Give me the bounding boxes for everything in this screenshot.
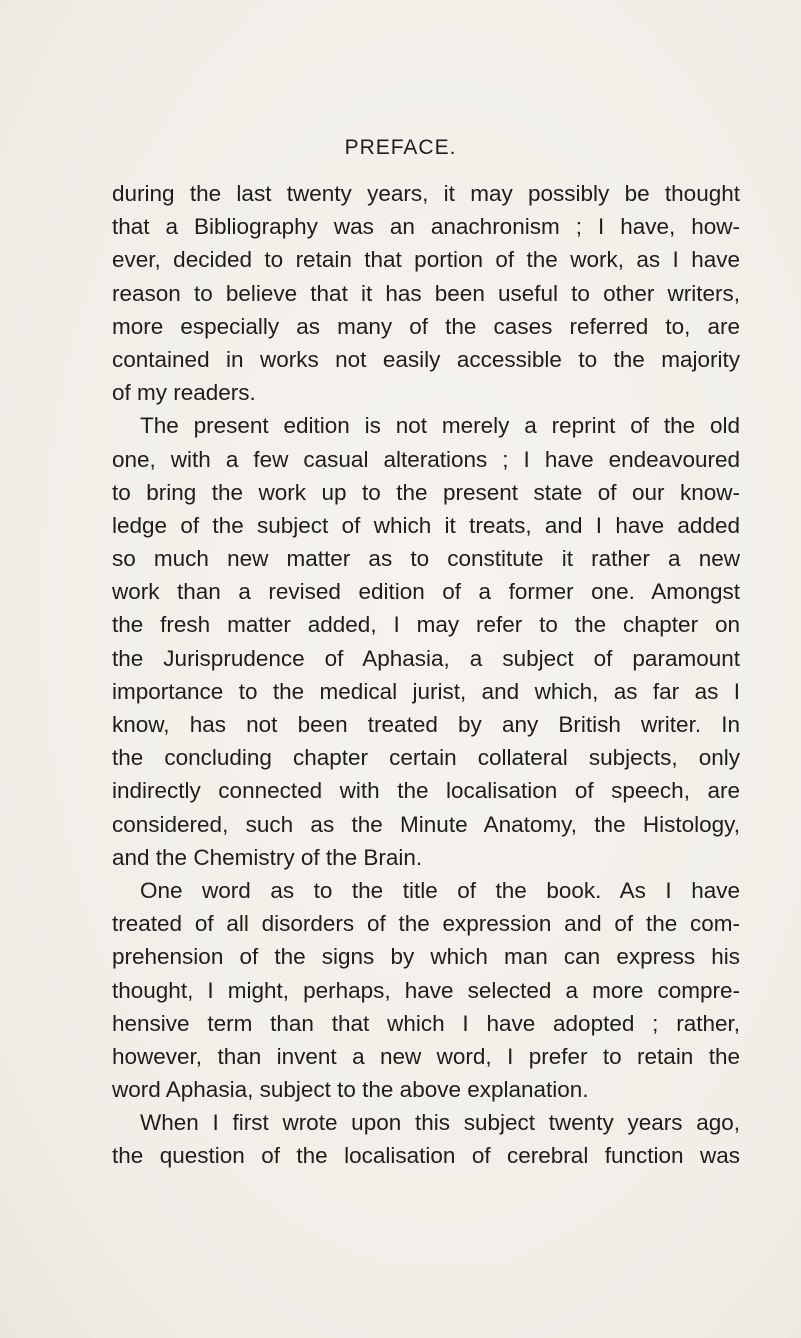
text-line: ever, decided to retain that portion of the work, as I have bbox=[112, 247, 740, 273]
text-line: the fresh matter added, I may refer to the chapter on bbox=[112, 612, 740, 638]
text-line: that a Bibliography was an anachronism ; I have, how- bbox=[112, 214, 740, 240]
text-line: more especially as many of the cases referred to, are bbox=[112, 313, 740, 339]
text-line: considered, such as the Minute Anatomy, the Histology, bbox=[112, 811, 740, 837]
text-line: one, with a few casual alterations ; I have endeavoured bbox=[112, 446, 740, 472]
text-line: know, has not been treated by any British writer. In bbox=[112, 712, 740, 737]
text-line: thought, I might, perhaps, have selected a more compre- bbox=[112, 977, 740, 1003]
paragraph-start-line: One word as to the title of the book. As I have bbox=[140, 877, 740, 903]
text-line: so much new matter as to constitute it rather a new bbox=[112, 546, 740, 572]
text-line: of my readers. bbox=[112, 380, 256, 406]
text-line: treated of all disorders of the expression and of the com- bbox=[112, 911, 740, 937]
text-line: indirectly connected with the localisation of speech, are bbox=[112, 778, 740, 804]
body-text bbox=[112, 177, 740, 1173]
text-line: the Jurisprudence of Aphasia, a subject of paramount bbox=[112, 645, 740, 671]
text-line: the question of the localisation of cerebral function was bbox=[112, 1143, 740, 1169]
text-line: however, than invent a new word, I prefer to retain the bbox=[112, 1043, 740, 1069]
text-line: importance to the medical jurist, and which, as far as I bbox=[112, 678, 740, 704]
text-line: word Aphasia, subject to the above explanation. bbox=[112, 1077, 589, 1103]
text-line: ledge of the subject of which it treats, and I have added bbox=[112, 512, 740, 538]
text-line: reason to believe that it has been useful to other writers, bbox=[112, 280, 740, 306]
text-line: contained in works not easily accessible to the majority bbox=[112, 346, 740, 372]
text-line: work than a revised edition of a former one. Amongst bbox=[112, 579, 740, 605]
running-head: PREFACE. bbox=[344, 136, 457, 159]
text-line: during the last twenty years, it may possibly be thought bbox=[112, 181, 740, 206]
paragraph-start-line: When I first wrote upon this subject twenty years ago, bbox=[140, 1110, 740, 1136]
text-line: and the Chemistry of the Brain. bbox=[112, 844, 423, 870]
text-line: hensive term than that which I have adopted ; rather, bbox=[112, 1010, 740, 1036]
text-line: to bring the work up to the present state of our know- bbox=[112, 479, 740, 505]
text-line: prehension of the signs by which man can express his bbox=[112, 944, 740, 970]
text-line: the concluding chapter certain collateral subjects, only bbox=[112, 745, 740, 771]
paragraph-start-line: The present edition is not merely a reprint of the old bbox=[140, 413, 740, 439]
